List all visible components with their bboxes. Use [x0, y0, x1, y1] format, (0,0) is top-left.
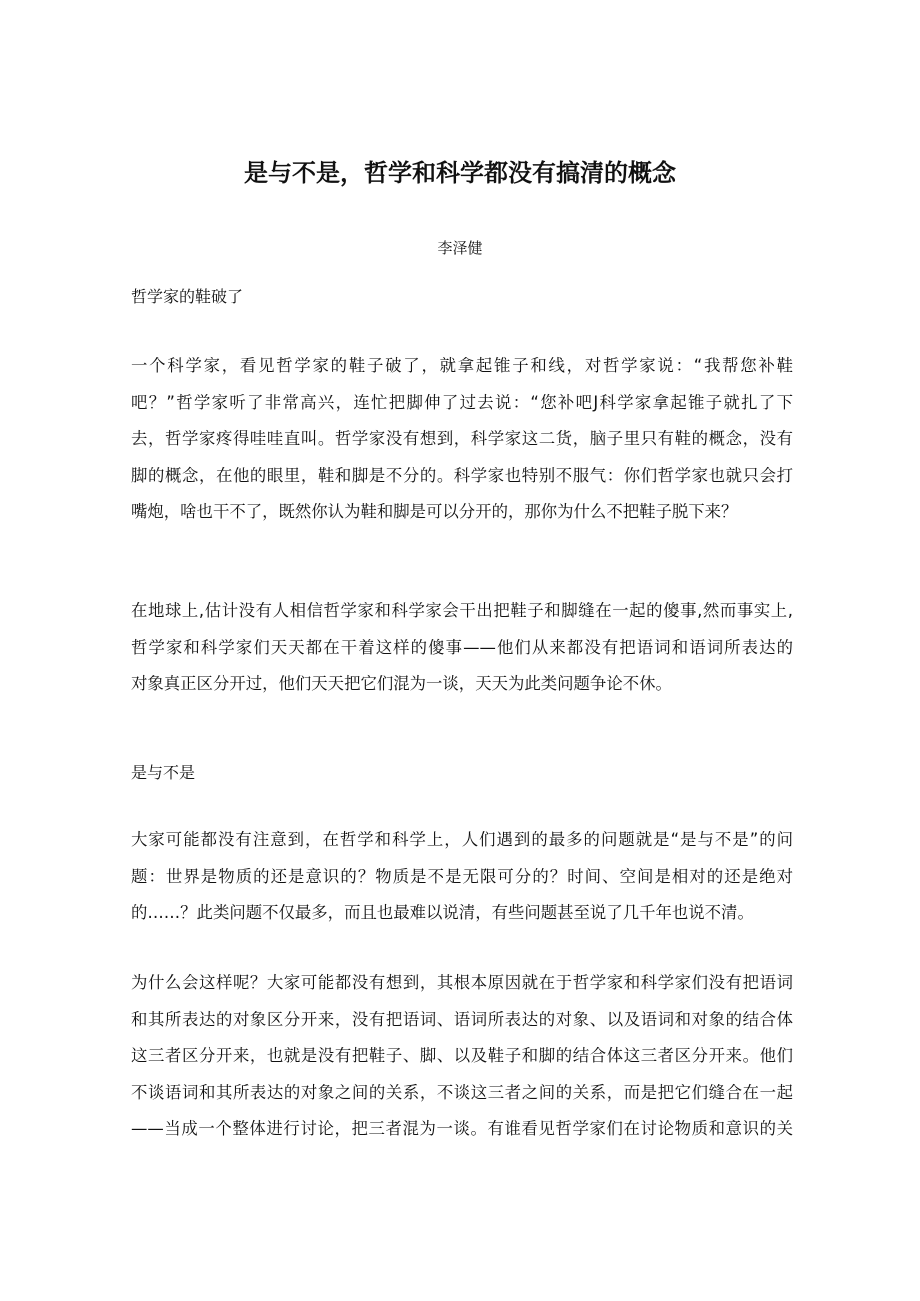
- document-title: 是与不是，哲学和科学都没有搞清的概念: [244, 159, 676, 187]
- paragraph-line: 题：世界是物质的还是意识的？物质是不是无限可分的？时间、空间是相对的还是绝对: [131, 866, 793, 886]
- section-heading: 是与不是: [131, 763, 196, 782]
- paragraph-line: 的……？此类问题不仅最多，而且也最难以说清，有些问题甚至说了几千年也说不清。: [131, 903, 754, 922]
- paragraph-line: 脚的概念，在他的眼里，鞋和脚是不分的。科学家也特别不服气：你们哲学家也就只会打: [131, 465, 793, 485]
- section-heading: 哲学家的鞋破了: [131, 287, 244, 306]
- paragraph: [131, 593, 793, 703]
- paragraph-line: 和其所表达的对象区分开来，没有把语词、语词所表达的对象、以及语词和对象的结合体: [131, 1009, 793, 1029]
- paragraph-line: 为什么会这样呢？大家可能都没有想到，其根本原因就在于哲学家和科学家们没有把语词: [131, 973, 793, 992]
- paragraph-line: 哲学家和科学家们天天都在干着这样的傻事——他们从来都没有把语词和语词所表达的: [131, 637, 793, 657]
- paragraph-line: 对象真正区分开过，他们天天把它们混为一谈，天天为此类问题争论不休。: [131, 674, 672, 693]
- paragraph-line: 不谈语词和其所表达的对象之间的关系，不谈这三者之间的关系，而是把它们缝合在一起: [131, 1082, 793, 1102]
- paragraph: [131, 965, 793, 1148]
- paragraph-line: 嘴炮，啥也干不了，既然你认为鞋和脚是可以分开的，那你为什么不把鞋子脱下来？: [131, 502, 738, 521]
- paragraph-line: 吧？”哲学家听了非常高兴，连忙把脚伸了过去说：“您补吧J科学家拿起锥子就扎了下: [131, 392, 793, 412]
- paragraph-line: 大家可能都没有注意到，在哲学和科学上，人们遇到的最多的问题就是“是与不是”的问: [131, 830, 793, 849]
- paragraph-line: 这三者区分开来，也就是没有把鞋子、脚、以及鞋子和脚的结合体这三者区分开来。他们: [131, 1046, 793, 1065]
- paragraph: [131, 348, 793, 531]
- paragraph: [131, 822, 793, 932]
- paragraph-line: 一个科学家，看见哲学家的鞋子破了，就拿起锥子和线，对哲学家说：“我帮您补鞋: [131, 356, 793, 375]
- author-name: 李泽健: [437, 239, 483, 257]
- paragraph-line: ——当成一个整体进行讨论，把三者混为一谈。有谁看见哲学家们在讨论物质和意识的关: [131, 1119, 793, 1138]
- paragraph-line: 在地球上,估计没有人相信哲学家和科学家会干出把鞋子和脚缝在一起的傻事,然而事实上,: [131, 601, 793, 620]
- paragraph-line: 去，哲学家疼得哇哇直叫。哲学家没有想到，科学家这二货，脑子里只有鞋的概念，没有: [131, 429, 793, 448]
